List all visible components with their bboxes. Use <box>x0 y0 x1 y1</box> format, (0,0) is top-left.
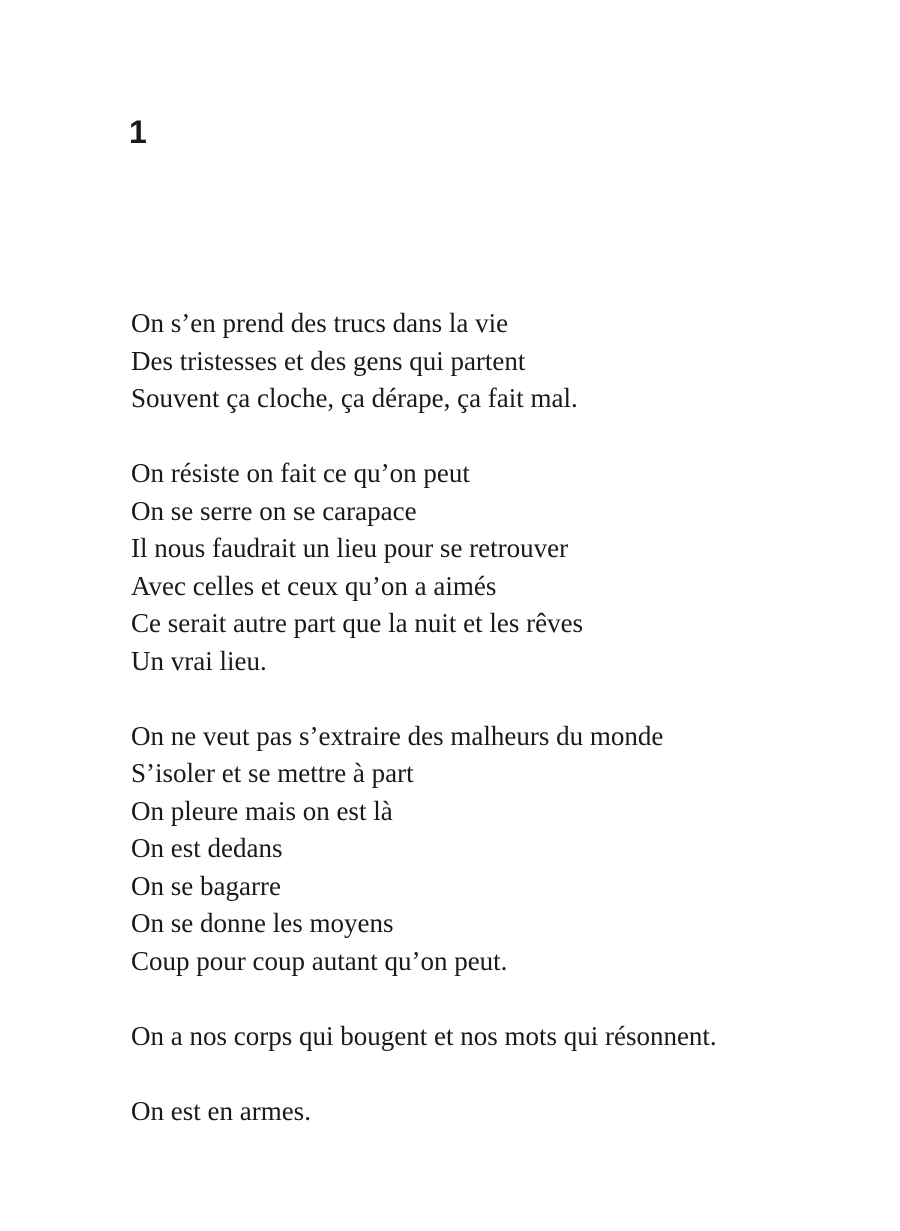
poem-line: Souvent ça cloche, ça dérape, ça fait mal. <box>131 383 578 413</box>
poem-line: S’isoler et se mettre à part <box>131 758 414 788</box>
poem-line: On pleure mais on est là <box>131 795 393 826</box>
poem-line: On a nos corps qui bougent et nos mots qui résonnent. <box>131 1020 717 1051</box>
poem-line: On se bagarre <box>131 870 281 901</box>
stanza-3 <box>131 718 871 981</box>
stanza-4 <box>131 1018 871 1056</box>
poem-line: On se serre on se carapace <box>131 495 417 526</box>
poem-line: Ce serait autre part que la nuit et les rêves <box>131 608 584 638</box>
stanza-5 <box>131 1093 871 1131</box>
stanza-2 <box>131 455 871 680</box>
poem-line: On ne veut pas s’extraire des malheurs du monde <box>131 720 664 751</box>
poem-line: Coup pour coup autant qu’on peut. <box>131 945 508 976</box>
poem <box>131 305 871 1130</box>
poem-line: On s’en prend des trucs dans la vie <box>131 308 509 338</box>
poem-line: On se donne les moyens <box>131 908 394 938</box>
poem-line: Avec celles et ceux qu’on a aimés <box>131 570 497 601</box>
poem-line: On est en armes. <box>131 1095 311 1126</box>
poem-line: On résiste on fait ce qu’on peut <box>131 458 470 488</box>
chapter-number: 1 <box>129 114 147 150</box>
poem-line: Il nous faudrait un lieu pour se retrouver <box>131 533 569 563</box>
poem-line: On est dedans <box>131 833 283 863</box>
poem-line: Un vrai lieu. <box>131 645 267 676</box>
poem-line: Des tristesses et des gens qui partent <box>131 345 526 376</box>
stanza-1 <box>131 305 871 418</box>
